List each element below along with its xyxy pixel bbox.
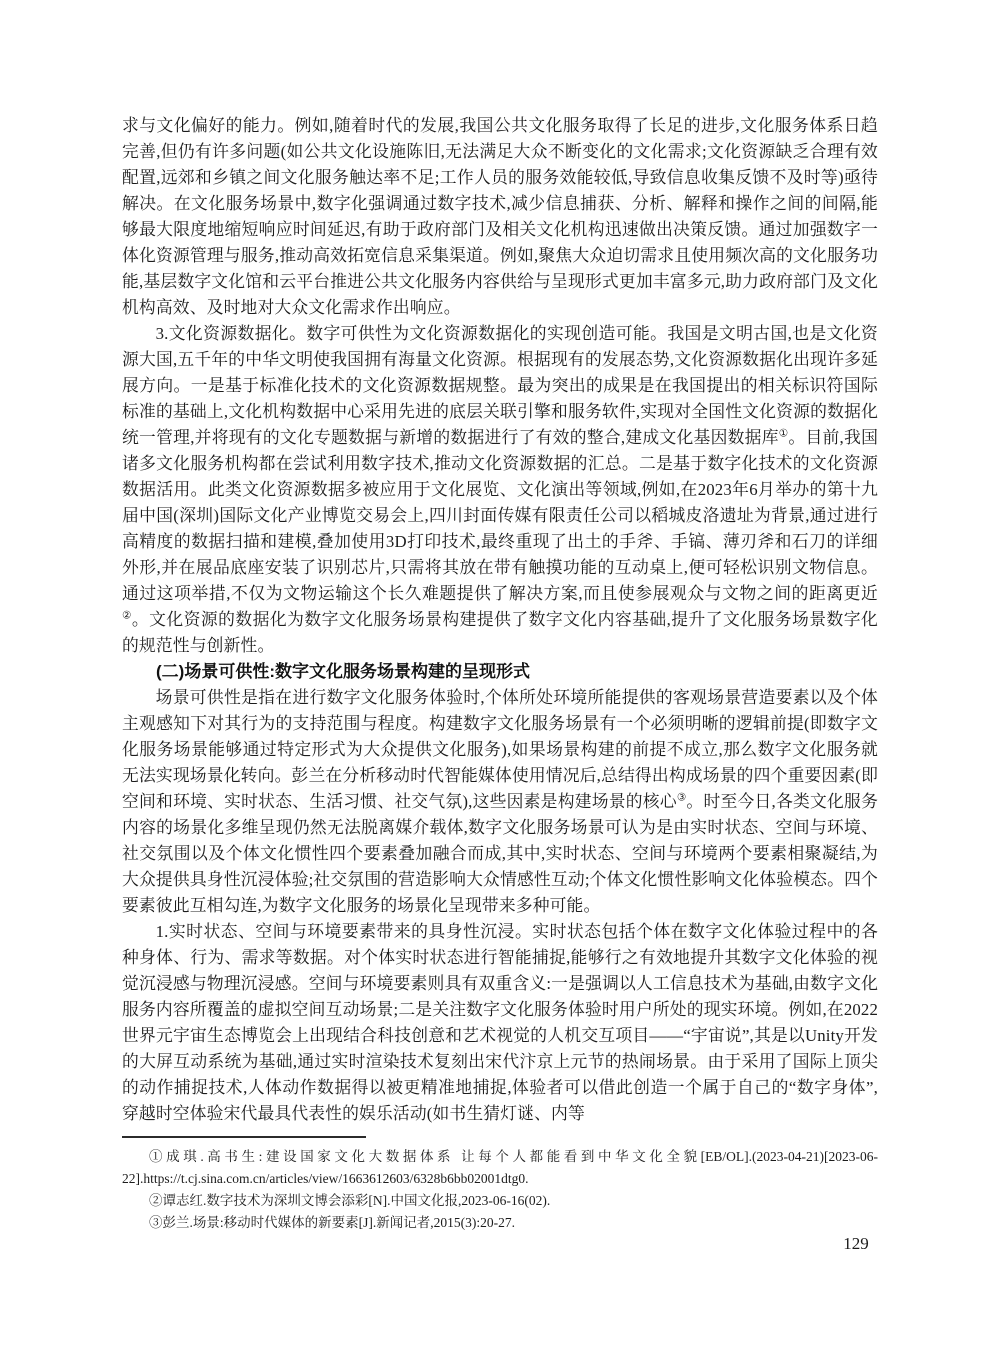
body-paragraph [122, 113, 878, 321]
text-run: 场景可供性是指在进行数字文化服务体验时,个体所处环境所能提供的客观场景营造要素以及个体主观感知下对其行为的支持范围与程度。构建数字文化服务场景有一个必须明晰的逻辑前提(即数字文化服务场景能够通过特定形式为大众提供文化服务),如果场景构建的前提不成立,那么数字文化服务就无法实现场景化转向。彭兰在分析移动时代智能媒体使用情况后,总结得出构成场景的四个重要因素(即空间和环境、实时状态、生活习惯、社交气氛),这些因素是构建场景的核心 [122, 688, 878, 811]
text-run: 。目前,我国诸多文化服务机构都在尝试利用数字技术,推动文化资源数据的汇总。二是基于数字化技术的文化资源数据活用。此类文化资源数据多被应用于文化展览、文化演出等领域,例如,在2023年6月举办的第十九届中国(深圳)国际文化产业博览交易会上,四川封面传媒有限责任公司以稻城皮洛遗址为背景,通过进行高精度的数据扫描和建模,叠加使用3D打印技术,最终重现了出土的手斧、手镐、薄刃斧和石刀的详细外形,并在展品底座安装了识别芯片,只需将其放在带有触摸功能的互动桌上,便可轻松识别文物信息。通过这项举措,不仅为文物运输这个长久难题提供了解决方案,而且使参展观众与文物之间的距离更近 [122, 428, 878, 603]
body-text [122, 113, 878, 1127]
body-paragraph [122, 685, 878, 919]
text-run: 求与文化偏好的能力。例如,随着时代的发展,我国公共文化服务取得了长足的进步,文化服务体系日趋完善,但仍有许多问题(如公共文化设施陈旧,无法满足大众不断变化的文化需求;文化资源缺乏合理有效配置,远郊和乡镇之间文化服务触达率不足;工作人员的服务效能较低,导致信息收集反馈不及时等)亟待解决。在文化服务场景中,数字化强调通过数字技术,减少信息捕获、分析、解释和操作之间的间隔,能够最大限度地缩短响应时间延迟,有助于政府部门及相关文化机构迅速做出决策反馈。通过加强数字一体化资源管理与服务,推动高效拓宽信息采集渠道。例如,聚焦大众迫切需求且使用频次高的文化服务功能,基层数字文化馆和云平台推进公共文化服务内容供给与呈现形式更加丰富多元,助力政府部门及文化机构高效、及时地对大众文化需求作出响应。 [122, 116, 878, 317]
text-run: 1.实时状态、空间与环境要素带来的具身性沉浸。实时状态包括个体在数字文化体验过程中的各种身体、行为、需求等数据。对个体实时状态进行智能捕捉,能够行之有效地提升其数字文化体验的视觉沉浸感与物理沉浸感。空间与环境要素则具有双重含义:一是强调以人工信息技术为基础,由数字文化服务内容所覆盖的虚拟空间互动场景;二是关注数字文化服务体验时用户所处的现实环境。例如,在2022世界元宇宙生态博览会上出现结合科技创意和艺术视觉的人机交互项目——“宇宙说”,其是以Unity开发的大屏互动系统为基础,通过实时渲染技术复刻出宋代汴京上元节的热闹场景。由于采用了国际上顶尖的动作捕捉技术,人体动作数据得以被更精准地捕捉,体验者可以借此创造一个属于自己的“数字身体”,穿越时空体验宋代最具代表性的娱乐活动(如书生猜灯谜、内等 [122, 922, 878, 1123]
text-run: 。文化资源的数据化为数字文化服务场景构建提供了数字文化内容基础,提升了文化服务场景数字化的规范性与创新性。 [122, 610, 878, 655]
body-paragraph [122, 321, 878, 659]
footnote-ref: ② [122, 610, 132, 622]
footnote-separator [122, 1136, 366, 1138]
text-run: 3.文化资源数据化。数字可供性为文化资源数据化的实现创造可能。我国是文明古国,也是文化资源大国,五千年的中华文明使我国拥有海量文化资源。根据现有的发展态势,文化资源数据化出现许多延展方向。一是基于标准化技术的文化资源数据规整。最为突出的成果是在我国提出的相关标识符国际标准的基础上,文化机构数据中心采用先进的底层关联引擎和服务软件,实现对全国性文化资源的数据化统一管理,并将现有的文化专题数据与新增的数据进行了有效的整合,建成文化基因数据库 [122, 324, 878, 447]
text-run: (二)场景可供性:数字文化服务场景构建的呈现形式 [156, 662, 530, 681]
page-number: 129 [843, 1234, 869, 1253]
section-heading [122, 659, 878, 685]
footnote-item: ①成琪.高书生:建设国家文化大数据体系 让每个人都能看到中华文化全貌[EB/OL].(2023-04-21)[2023-06-22].https://t.cj.sina.com.cn/articles/view/1663612603/6328b6bb02001dtg0. [122, 1149, 878, 1186]
footnotes [122, 1146, 878, 1234]
footnote-item: ②谭志红.数字技术为深圳文博会添彩[N].中国文化报,2023-06-16(02). [149, 1193, 551, 1208]
text-run: 。时至今日,各类文化服务内容的场景化多维呈现仍然无法脱离媒介载体,数字文化服务场景可认为是由实时状态、空间与环境、社交氛围以及个体文化惯性四个要素叠加融合而成,其中,实时状态、空间与环境两个要素相聚凝结,为大众提供具身性沉浸体验;社交氛围的营造影响大众情感性互动;个体文化惯性影响文化体验模态。四个要素彼此互相勾连,为数字文化服务的场景化呈现带来多种可能。 [122, 792, 878, 915]
footnote-ref: ① [778, 428, 789, 440]
body-paragraph [122, 919, 878, 1127]
footnote-ref: ③ [676, 792, 687, 804]
footnote-item: ③彭兰.场景:移动时代媒体的新要素[J].新闻记者,2015(3):20-27. [149, 1215, 515, 1230]
